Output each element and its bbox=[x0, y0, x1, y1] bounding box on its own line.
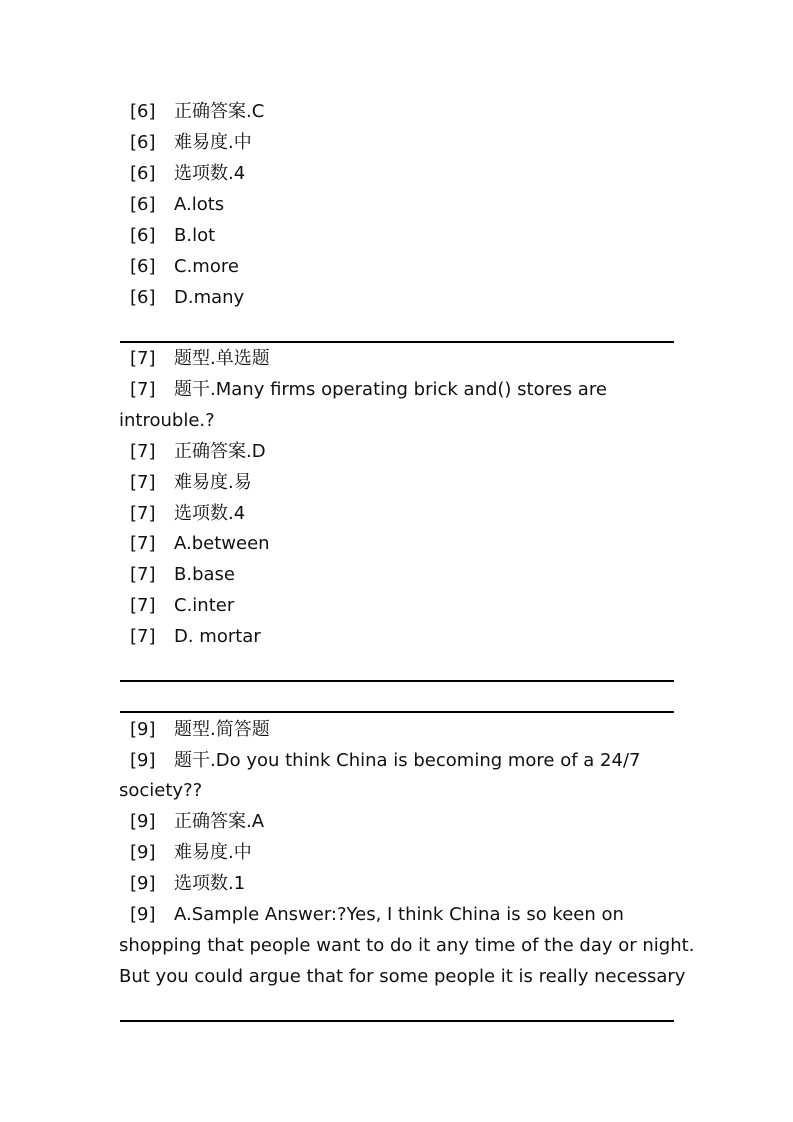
q9-tag: [9] bbox=[130, 811, 156, 832]
q7-option-b-line bbox=[119, 559, 679, 590]
q7-difficulty-line bbox=[119, 467, 679, 498]
q6-tag: [6] bbox=[130, 132, 156, 153]
q7-stem: 题干.Many firms operating brick and() stores are bbox=[174, 379, 607, 400]
q7-tag: [7] bbox=[130, 503, 156, 524]
q6-option-a-line bbox=[119, 189, 679, 220]
q7-tag: [7] bbox=[130, 626, 156, 647]
q9-option-count-line bbox=[119, 868, 679, 899]
q6-tag: [6] bbox=[130, 225, 156, 246]
q9-stem: 题干.Do you think China is becoming more of a 24/7 bbox=[174, 750, 641, 771]
q7-option-d: D. mortar bbox=[174, 626, 261, 647]
q6-option-c: C.more bbox=[174, 256, 239, 277]
q7-tag: [7] bbox=[130, 472, 156, 493]
q7-tag: [7] bbox=[130, 348, 156, 369]
q7-option-a-line bbox=[119, 528, 679, 559]
divider bbox=[120, 680, 674, 682]
q9-difficulty: 难易度.中 bbox=[174, 842, 252, 863]
q6-option-count: 选项数.4 bbox=[174, 163, 246, 184]
q7-stem-continuation: introuble.? bbox=[119, 410, 215, 431]
q6-difficulty: 难易度.中 bbox=[174, 132, 252, 153]
q9-type: 题型.简答题 bbox=[174, 719, 270, 740]
q6-option-count-line bbox=[119, 158, 679, 189]
q6-option-d: D.many bbox=[174, 287, 245, 308]
q7-option-d-line bbox=[119, 621, 679, 652]
q7-option-c-line bbox=[119, 590, 679, 621]
q9-tag: [9] bbox=[130, 750, 156, 771]
q9-tag: [9] bbox=[130, 842, 156, 863]
q7-tag: [7] bbox=[130, 533, 156, 554]
q7-type-line bbox=[119, 343, 679, 374]
q7-stem-line bbox=[119, 374, 679, 405]
q7-tag: [7] bbox=[130, 595, 156, 616]
q9-tag: [9] bbox=[130, 873, 156, 894]
q9-answer-line bbox=[119, 806, 679, 837]
divider bbox=[120, 711, 674, 713]
q6-option-b: B.lot bbox=[174, 225, 216, 246]
q6-tag: [6] bbox=[130, 256, 156, 277]
q9-stem-line bbox=[119, 745, 679, 776]
q6-tag: [6] bbox=[130, 194, 156, 215]
q7-tag: [7] bbox=[130, 441, 156, 462]
q6-option-d-line bbox=[119, 282, 679, 313]
q7-option-count: 选项数.4 bbox=[174, 503, 246, 524]
q6-answer: 正确答案.C bbox=[174, 101, 265, 122]
q7-answer: 正确答案.D bbox=[174, 441, 266, 462]
q6-tag: [6] bbox=[130, 163, 156, 184]
q7-tag: [7] bbox=[130, 564, 156, 585]
q9-tag: [9] bbox=[130, 904, 156, 925]
q9-answer: 正确答案.A bbox=[174, 811, 265, 832]
q7-option-b: B.base bbox=[174, 564, 235, 585]
q9-difficulty-line bbox=[119, 837, 679, 868]
q7-answer-line bbox=[119, 436, 679, 467]
q9-type-line bbox=[119, 714, 679, 745]
q6-difficulty-line bbox=[119, 127, 679, 158]
q7-option-a: A.between bbox=[174, 533, 270, 554]
q7-option-count-line bbox=[119, 498, 679, 529]
q9-option-a: A.Sample Answer:?Yes, I think China is so keen on bbox=[174, 904, 624, 925]
q9-option-a-line bbox=[119, 899, 679, 930]
q7-option-c: C.inter bbox=[174, 595, 235, 616]
q9-tag: [9] bbox=[130, 719, 156, 740]
q9-stem-continuation: society?? bbox=[119, 780, 203, 801]
q9-option-a-continuation: shopping that people want to do it any time of the day or night. bbox=[119, 935, 695, 956]
q7-difficulty: 难易度.易 bbox=[174, 472, 252, 493]
q6-option-a: A.lots bbox=[174, 194, 225, 215]
q6-tag: [6] bbox=[130, 287, 156, 308]
q6-tag: [6] bbox=[130, 101, 156, 122]
q6-option-b-line bbox=[119, 220, 679, 251]
q9-option-count: 选项数.1 bbox=[174, 873, 246, 894]
q6-answer-line bbox=[119, 96, 679, 127]
q9-option-a-continuation: But you could argue that for some people it is really necessary bbox=[119, 966, 686, 987]
divider bbox=[120, 1020, 674, 1022]
q7-type: 题型.单选题 bbox=[174, 348, 270, 369]
q6-option-c-line bbox=[119, 251, 679, 282]
q7-tag: [7] bbox=[130, 379, 156, 400]
